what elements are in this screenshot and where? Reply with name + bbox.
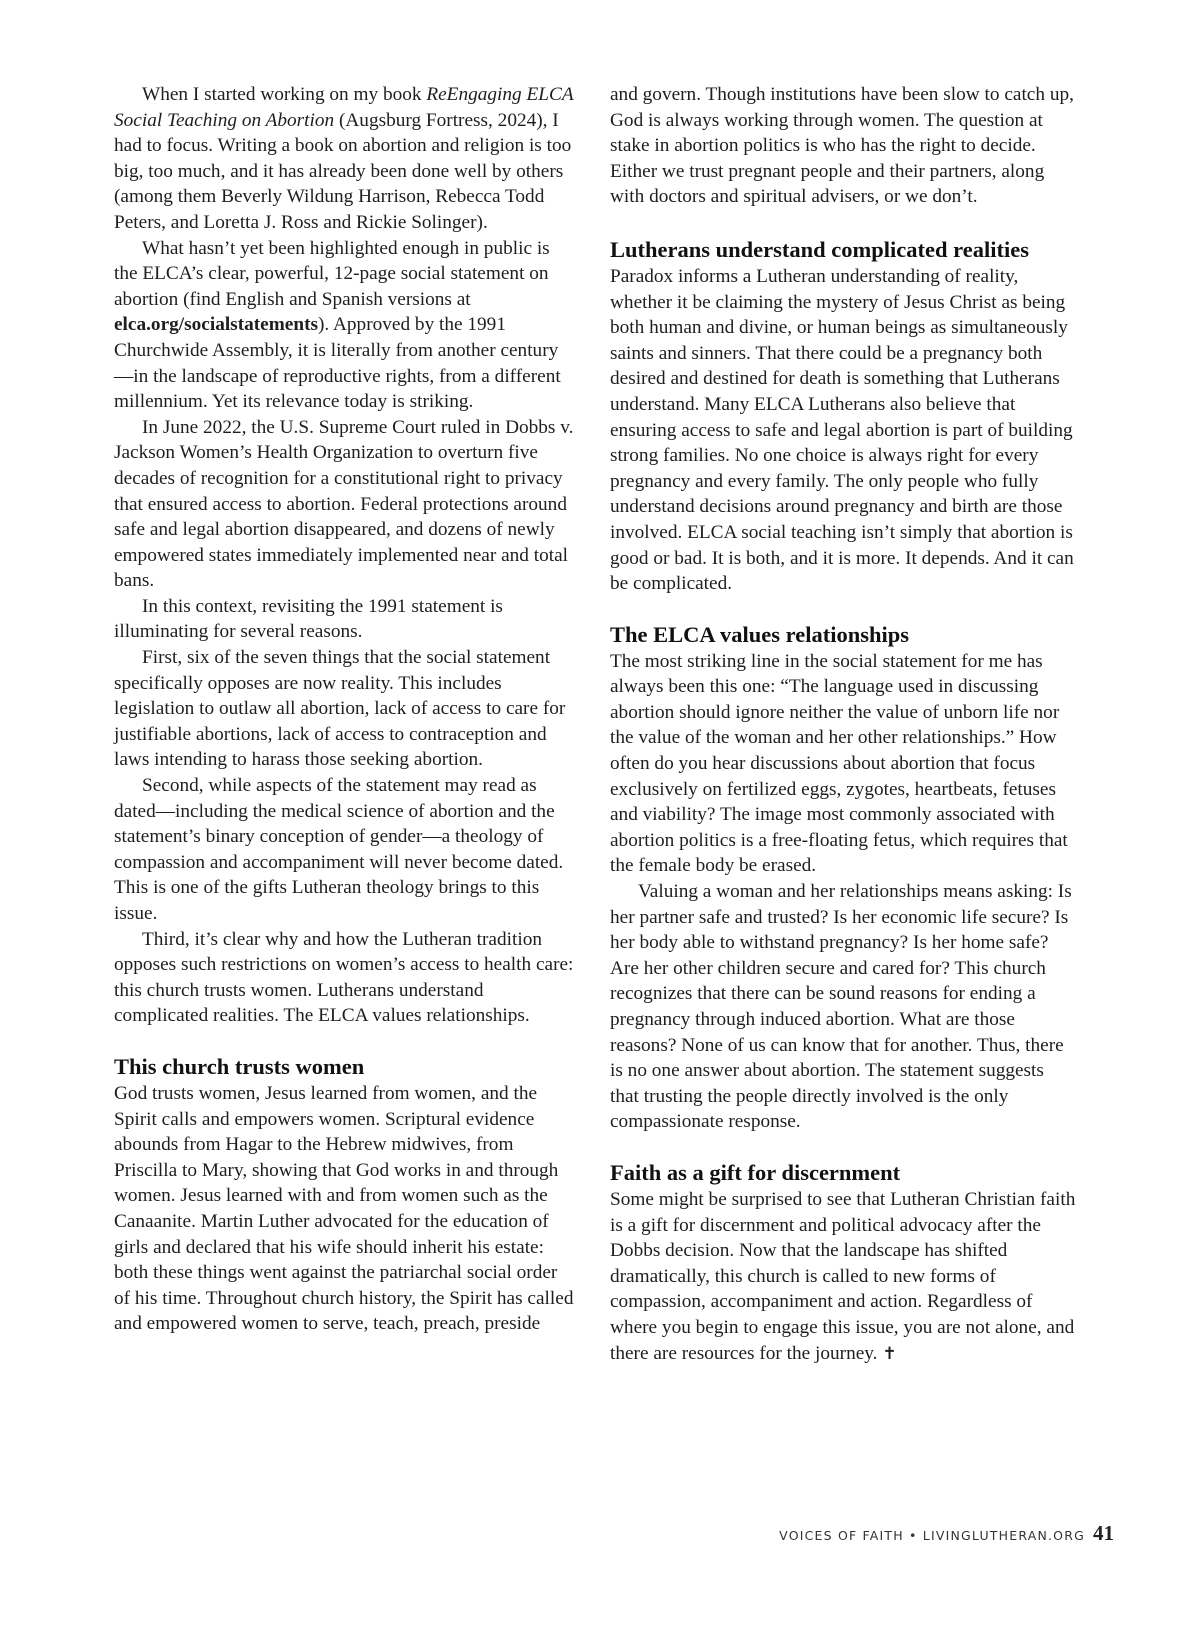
paragraph-trusts-women: God trusts women, Jesus learned from women, and the Spirit calls and empowers women. Scriptural evidence abounds from Hagar to the Hebrew midwives, from Priscilla to Mary, showing that God works in and through women. Jesus learned with and from women such as the Canaanite. Martin Luther advocated for the education of girls and declared that his wife should inherit his estate: both these things went against the patriarchal social order of his time. Throughout church history, the Spirit has called and empowered women to serve, teach, preach, preside — [114, 1082, 574, 1335]
paragraph-valuing-woman: Valuing a woman and her relationships means asking: Is her partner safe and trusted? Is her economic life secure? Is her body able to withstand pregnancy? Is her home safe? Are her other children secure and cared for? This church recognizes that there can be sound reasons for ending a pregnancy through induced abortion. What are those reasons? None of us can know that for another. Thus, there is no one answer about abortion. The statement suggests that trusting the people directly involved is the only compassionate response. — [610, 881, 1072, 1133]
heading-church-trusts-women: This church trusts women — [114, 1053, 365, 1079]
right-column — [610, 82, 1076, 1367]
page-footer — [779, 1521, 1114, 1546]
paragraph-statement-text: What hasn’t yet been highlighted enough in public is the ELCA’s clear, powerful, 12-page social statement on abortion (find English and Spanish versions at — [114, 237, 550, 310]
paragraph-intro-text: When I started working on my book — [142, 84, 427, 105]
paragraph-intro-text-continued: (Augsburg Fortress, 2024), I had to focus. Writing a book on abortion and religion is too big, too much, and it has already been done well by others (among them Beverly Wildung Harrison, Rebecca Todd Peters, and Loretta J. Ross and Rickie Solinger). — [114, 109, 572, 233]
section-spacer — [610, 597, 1076, 621]
paragraph-govern: and govern. Though institutions have been slow to catch up, God is always working through women. The question at stake in abortion politics is who has the right to decide. Either we trust pregnant people and their partners, along with doctors and spiritual advisers, or we don’t. — [610, 84, 1074, 208]
paragraph-first-reason: First, six of the seven things that the social statement specifically opposes are now reality. This includes legislation to outlaw all abortion, lack of access to care for justifiable abortions, lack of access to contraception and laws intending to harass those seeking abortion. — [114, 647, 566, 771]
page-number: 41 — [1093, 1521, 1114, 1545]
left-column — [114, 82, 574, 1337]
heading-faith-discernment: Faith as a gift for discernment — [610, 1159, 901, 1185]
paragraph-statement-text-continued: ). Approved by the 1991 Churchwide Assembly, it is literally from another century—in the landscape of reproductive rights, from a different millennium. Yet its relevance today is striking. — [114, 314, 561, 413]
section-spacer — [610, 210, 1076, 236]
paragraph-striking-line: The most striking line in the social statement for me has always been this one: “The language used in discussing abortion should ignore neither the value of unborn life nor the value of the woman and her other relationships.” How often do you hear discussions about abortion that focus exclusively on fertilized eggs, zygotes, heartbeats, fetuses and viability? The image most commonly associated with abortion politics is a free-floating fetus, which requires that the female body be erased. — [610, 650, 1068, 877]
section-spacer — [610, 1135, 1076, 1159]
book-title: ReEngaging ELCA Social Teaching on Abortion — [114, 84, 574, 131]
heading-values-relationships: The ELCA values relationships — [610, 621, 910, 647]
paragraph-intro — [114, 82, 574, 236]
paragraph-discernment — [610, 1187, 1076, 1367]
footer-section-label: VOICES OF FAITH • LIVINGLUTHERAN.ORG — [779, 1528, 1085, 1543]
social-statements-link[interactable]: elca.org/socialstatements — [114, 314, 318, 336]
heading-complicated-realities: Lutherans understand complicated realities — [610, 236, 1029, 262]
paragraph-context: In this context, revisiting the 1991 statement is illuminating for several reasons. — [114, 595, 503, 643]
section-spacer — [114, 1029, 574, 1053]
paragraph-third-reason: Third, it’s clear why and how the Lutheran tradition opposes such restrictions on women’s access to health care: this church trusts women. Lutherans understand complicated realities. The ELCA values relationships. — [114, 928, 574, 1027]
paragraph-second-reason: Second, while aspects of the statement may read as dated—including the medical science of abortion and the statement’s binary conception of gender—a theology of compassion and accompaniment will never become dated. This is one of the gifts Lutheran theology brings to this issue. — [114, 775, 564, 924]
paragraph-statement — [114, 236, 574, 415]
paragraph-dobbs: In June 2022, the U.S. Supreme Court ruled in Dobbs v. Jackson Women’s Health Organization to overturn five decades of recognition for a constitutional right to privacy that ensured access to abortion. Federal protections around safe and legal abortion disappeared, and dozens of newly empowered states immediately implemented near and total bans. — [114, 416, 574, 592]
paragraph-discernment-text: Some might be surprised to see that Lutheran Christian faith is a gift for discernment and political advocacy after the Dobbs decision. Now that the landscape has shifted dramatically, this church is called to new forms of compassion, accompaniment and action. Regardless of where you begin to engage this issue, you are not alone, and there are resources for the journey. — [610, 1188, 1076, 1364]
cross-icon: ✝ — [882, 1343, 897, 1364]
paragraph-paradox: Paradox informs a Lutheran understanding of reality, whether it be claiming the mystery of Jesus Christ as being both human and divine, or human beings as simultaneously saints and sinners. That there could be a pregnancy both desired and destined for death is something that Lutherans understand. Many ELCA Lutherans also believe that ensuring access to safe and legal abortion is part of building strong families. No one choice is always right for every pregnancy and every family. The only people who fully understand decisions around pregnancy and birth are those involved. ELCA social teaching isn’t simply that abortion is good or bad. It is both, and it is more. It depends. And it can be complicated. — [610, 265, 1074, 595]
